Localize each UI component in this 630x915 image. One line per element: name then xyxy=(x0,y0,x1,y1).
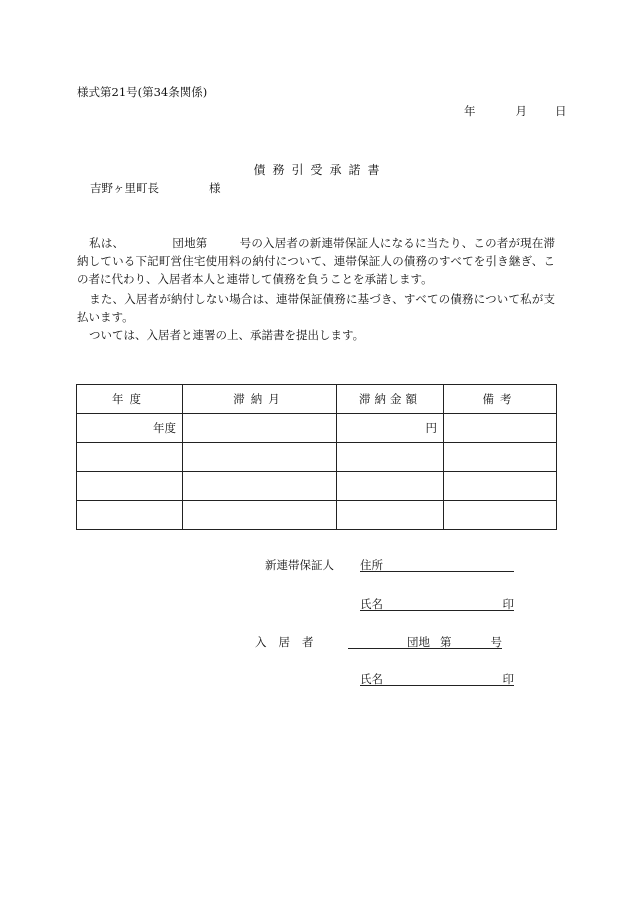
body-paragraph-2 xyxy=(77,290,555,326)
header-fiscal-year: 年度 xyxy=(77,385,183,414)
addressee-name: 吉野ヶ里町長 xyxy=(90,181,159,195)
tenant-dai-label: 第 xyxy=(440,635,452,649)
p2-text: また、入居者が納付しない場合は、連帯保証債務に基づき、すべての債務について私が支払います。 xyxy=(77,292,555,324)
cell-arrears-month[interactable] xyxy=(183,443,337,472)
body-paragraph-1 xyxy=(77,234,555,288)
cell-arrears-month[interactable] xyxy=(183,472,337,501)
addressee xyxy=(90,181,221,195)
document-title: 債務引受承諾書 xyxy=(253,163,387,177)
address-label: 住所 xyxy=(360,558,383,572)
p1-part-a: 私は、 xyxy=(89,236,125,250)
date-line xyxy=(464,104,567,118)
seal-mark: 印 xyxy=(502,597,514,611)
p1-part-b: 団地第 xyxy=(172,236,208,250)
cell-arrears-month[interactable] xyxy=(183,414,337,443)
cell-remarks[interactable] xyxy=(444,501,557,530)
body-paragraph-3 xyxy=(77,326,555,344)
cell-arrears-amount[interactable] xyxy=(337,443,444,472)
date-month: 月 xyxy=(515,104,527,118)
seal-mark: 印 xyxy=(502,672,514,686)
tenant-go-label: 号 xyxy=(490,635,502,649)
addressee-honorific: 様 xyxy=(209,181,221,195)
table-row xyxy=(77,414,557,443)
header-arrears-month: 滞納月 xyxy=(183,385,337,414)
guarantor-address-field[interactable] xyxy=(360,557,514,572)
table-header-row xyxy=(77,385,557,414)
date-year: 年 xyxy=(464,104,476,118)
tenant-unit-field[interactable] xyxy=(348,634,502,649)
cell-arrears-amount[interactable] xyxy=(337,472,444,501)
p3-text: ついては、入居者と連署の上、承諾書を提出します。 xyxy=(89,328,365,342)
tenant-label: 入居者 xyxy=(255,635,326,649)
header-remarks: 備考 xyxy=(444,385,557,414)
cell-remarks[interactable] xyxy=(444,443,557,472)
table-row xyxy=(77,443,557,472)
tenant-name-field[interactable] xyxy=(360,671,514,686)
name-label: 氏名 xyxy=(360,597,383,611)
guarantor-name-field[interactable] xyxy=(360,596,514,611)
cell-fiscal-year[interactable] xyxy=(77,443,183,472)
table-row xyxy=(77,501,557,530)
header-arrears-amount: 滞納金額 xyxy=(337,385,444,414)
cell-fiscal-year[interactable] xyxy=(77,501,183,530)
date-day: 日 xyxy=(555,104,567,118)
cell-arrears-month[interactable] xyxy=(183,501,337,530)
cell-remarks[interactable] xyxy=(444,414,557,443)
name-label: 氏名 xyxy=(360,672,383,686)
cell-fiscal-year[interactable] xyxy=(77,472,183,501)
p1-part-c: 号の入居者の新連帯保証人になるに当たり、この者が現在滞納している下記町営住宅使用料の納付について、連帯保証人の債務のすべてを引き継ぎ、この者に代わり、入居者本人と連帯して債務を負うことを承諾します。 xyxy=(77,236,556,286)
tenant-danchi-label: 団地 xyxy=(407,635,430,649)
cell-fiscal-year[interactable]: 年度 xyxy=(77,414,183,443)
cell-remarks[interactable] xyxy=(444,472,557,501)
form-number: 様式第21号(第34条関係) xyxy=(77,85,208,99)
cell-arrears-amount[interactable] xyxy=(337,501,444,530)
guarantor-label: 新連帯保証人 xyxy=(265,558,334,572)
table-row xyxy=(77,472,557,501)
cell-arrears-amount[interactable]: 円 xyxy=(337,414,444,443)
arrears-table xyxy=(76,384,557,530)
